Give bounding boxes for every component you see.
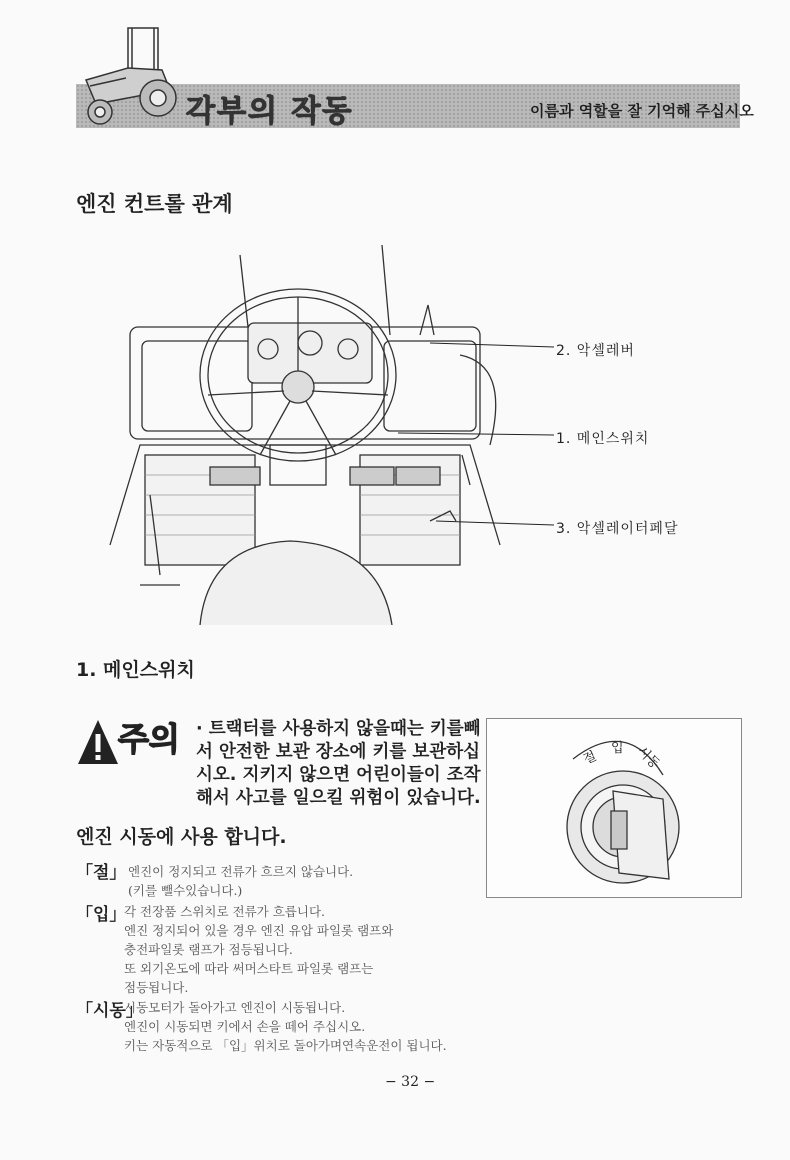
mode-line: (키를 뺄수있습니다.) [128, 883, 243, 898]
subsection-title: 1. 메인스위치 [76, 659, 195, 681]
caution-line: 서 안전한 보관 장소에 키를 보관하십 [196, 742, 481, 762]
caution-line: 해서 사고를 일으킬 위험이 있습니다. [196, 788, 481, 808]
mode-line: 엔진이 정지되고 전류가 흐르지 않습니다. [128, 864, 354, 879]
callout-accelerator-pedal: 3. 악셀레이터페달 [556, 521, 679, 537]
caution-line: 시오. 지키지 않으면 어린이들이 조작 [196, 765, 481, 785]
mode-line: 키는 자동적으로 「입」위치로 돌아가며연속운전이 됩니다. [124, 1038, 447, 1053]
callout-accelerator-lever: 2. 악셀레버 [556, 343, 635, 359]
section-title: 엔진 컨트롤 관계 [76, 192, 233, 216]
switch-label-on: 입 [611, 741, 624, 756]
mode-key-start: 「시동」 [76, 1001, 143, 1021]
mode-line: 점등됩니다. [124, 980, 189, 995]
switch-label-start: 시동 [633, 743, 663, 773]
mode-desc-start [124, 998, 447, 1055]
key-switch-illustration [486, 718, 742, 898]
page-number: − 32 − [385, 1074, 436, 1090]
caution-label: 주의 [118, 720, 180, 758]
mode-key-on: 「입」 [76, 905, 127, 925]
page-header-title: 각부의 작동 [186, 94, 354, 129]
mode-desc-off [128, 862, 353, 900]
mode-line: 엔진 정지되어 있을 경우 엔진 유압 파일롯 램프와 [124, 923, 394, 938]
mode-key-off: 「절」 [76, 863, 127, 883]
page-header-subtitle: 이름과 역할을 잘 기억해 주십시오 [530, 102, 754, 120]
mode-desc-on [124, 902, 393, 997]
mode-line: 각 전장품 스위치로 전류가 흐릅니다. [124, 904, 325, 919]
caution-line: · 트랙터를 사용하지 않을때는 키를빼 [196, 719, 481, 739]
callout-main-switch: 1. 메인스위치 [556, 431, 650, 447]
tractor-icon [66, 20, 186, 132]
start-note: 엔진 시동에 사용 합니다. [76, 826, 287, 848]
mode-line: 엔진이 시동되면 키에서 손을 떼어 주십시오. [124, 1019, 366, 1034]
mode-line: 또 외기온도에 따라 써머스타트 파일롯 램프는 [124, 961, 374, 976]
caution-text [196, 718, 486, 810]
mode-line: 시동모터가 돌아가고 엔진이 시동됩니다. [124, 1000, 346, 1015]
switch-label-off: 절 [581, 748, 599, 768]
mode-line: 충전파일롯 램프가 점등됩니다. [124, 942, 293, 957]
